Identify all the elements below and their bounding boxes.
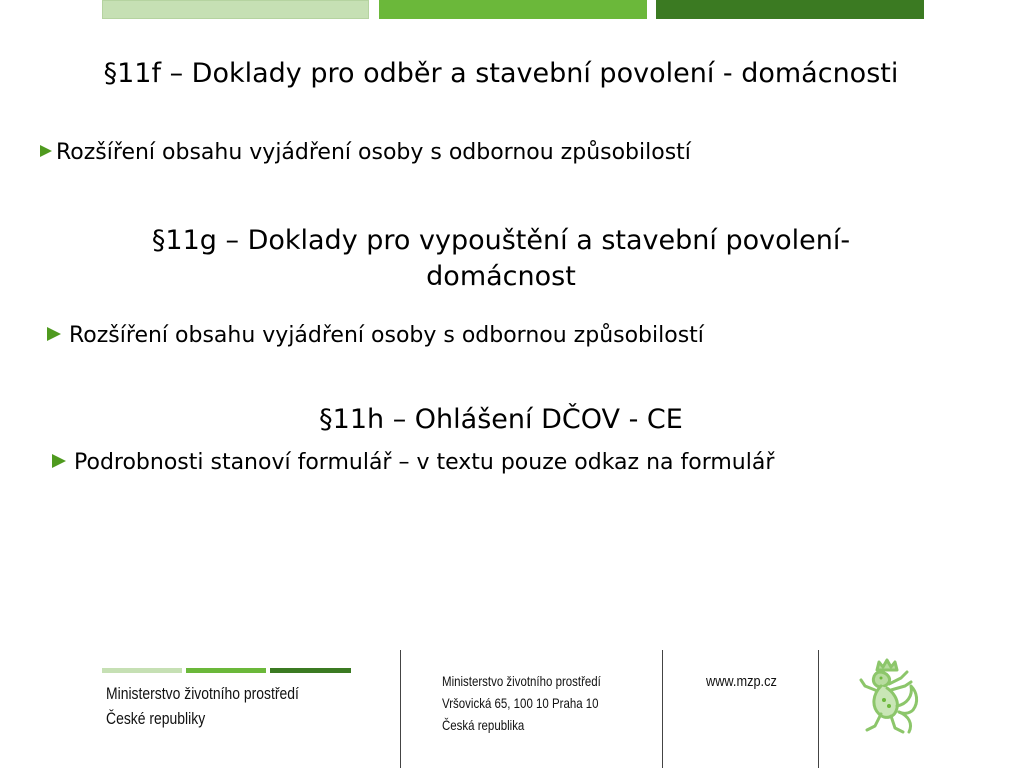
footer-org-country: České republiky <box>106 709 206 728</box>
bullet-item-11g <box>47 323 704 348</box>
heading-11h: §11h – Ohlášení DČOV - CE <box>319 404 683 435</box>
green-arrow-icon <box>40 145 52 157</box>
footer-address-street: Vršovická 65, 100 10 Praha 10 <box>442 695 599 711</box>
bullet-item-11h <box>52 450 774 475</box>
green-arrow-icon <box>47 327 61 341</box>
footer-website-link[interactable]: www.mzp.cz <box>706 673 777 690</box>
footer-bar-light <box>102 668 182 673</box>
czech-lion-emblem-icon <box>851 656 923 740</box>
bullet-text: Rozšíření obsahu vyjádření osoby s odbornou způsobilostí <box>69 323 704 348</box>
top-bar-mid <box>379 0 647 19</box>
footer-bar-dark <box>270 668 351 673</box>
footer-address-country: Česká republika <box>442 717 525 733</box>
footer-divider <box>818 650 819 768</box>
heading-11f: §11f – Doklady pro odběr a stavební povolení - domácnosti <box>103 58 899 89</box>
footer-bar-mid <box>186 668 266 673</box>
footer-divider <box>662 650 663 768</box>
bullet-text: Podrobnosti stanoví formulář – v textu pouze odkaz na formulář <box>74 450 775 475</box>
top-bar-light <box>102 0 369 19</box>
footer-org-name: Ministerstvo životního prostředí <box>106 684 299 703</box>
bullet-text: Rozšíření obsahu vyjádření osoby s odbornou způsobilostí <box>56 140 691 165</box>
green-arrow-icon <box>52 454 66 468</box>
top-bar-dark <box>656 0 924 19</box>
heading-11g: §11g – Doklady pro vypouštění a stavební povolení- domácnost <box>151 225 851 292</box>
footer-divider <box>400 650 401 768</box>
footer-address-name: Ministerstvo životního prostředí <box>442 673 601 689</box>
bullet-item-11f <box>40 140 691 165</box>
